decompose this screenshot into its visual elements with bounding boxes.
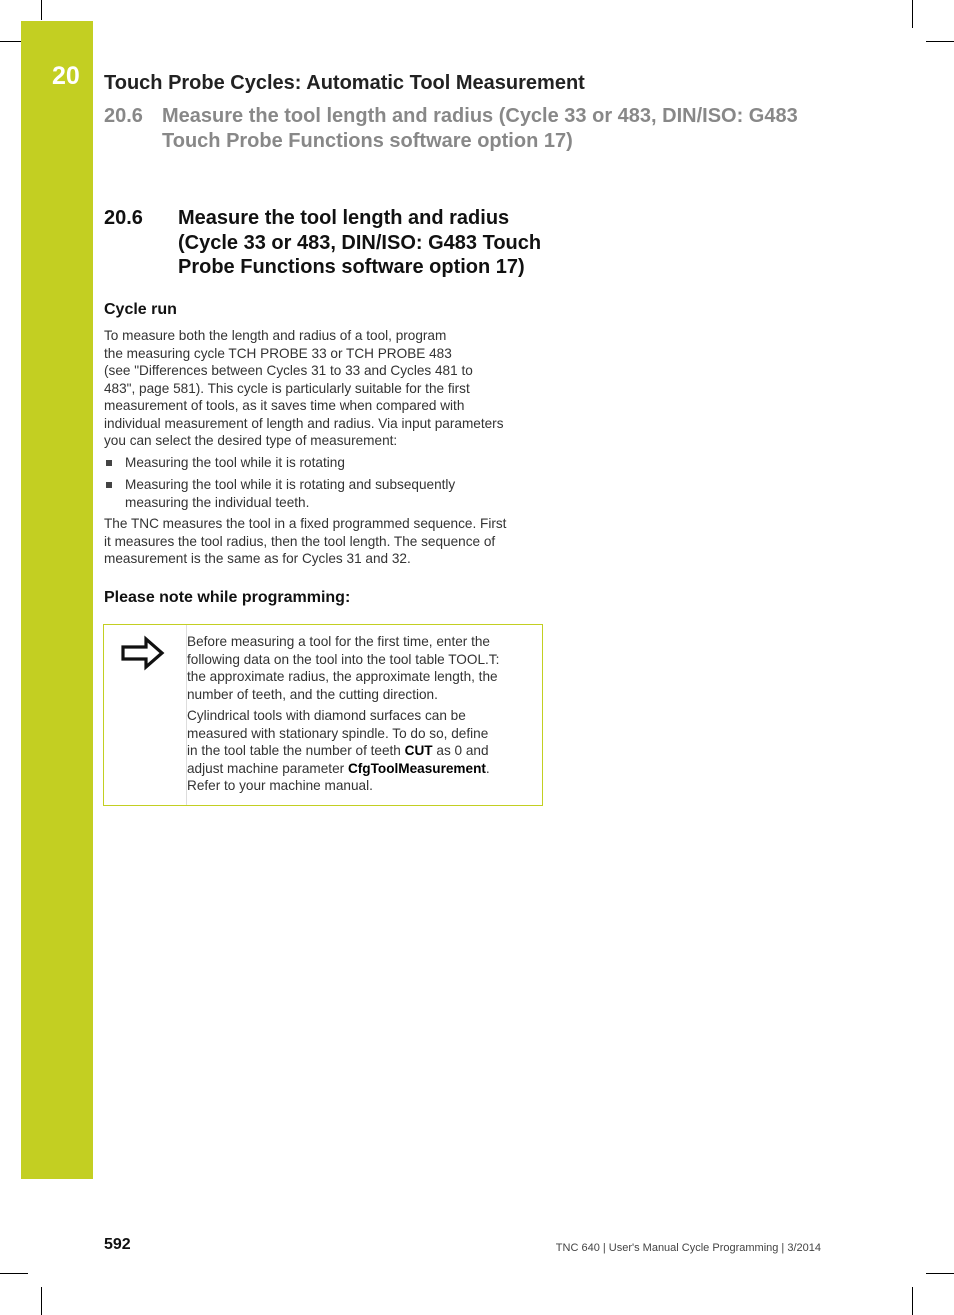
crop-mark (926, 41, 954, 42)
text-line: number of teeth, and the cutting direction. (187, 686, 438, 702)
running-header-section-number: 20.6 (104, 105, 143, 127)
note-icon-cell (104, 625, 187, 805)
text-line: (see "Differences between Cycles 31 to 33 and Cycles 481 to (104, 363, 473, 378)
text-line (187, 760, 499, 778)
running-header-title: Touch Probe Cycles: Automatic Tool Measurement (104, 72, 585, 94)
parameter-cfgtoolmeasurement: CfgToolMeasurement (347, 760, 486, 776)
crop-mark (41, 0, 42, 20)
running-header-line: Touch Probe Functions software option 17) (162, 130, 573, 152)
cycle-run-heading: Cycle run (104, 301, 177, 318)
note-text (187, 633, 499, 795)
text-line: measurement of tools, as it saves time when compared with (104, 398, 465, 413)
section-number: 20.6 (104, 207, 143, 229)
note-heading: Please note while programming: (104, 589, 351, 606)
text-line: individual measurement of length and radius. Via input parameters (104, 415, 504, 431)
footer-text: TNC 640 | User's Manual Cycle Programming | 3/2014 (555, 1242, 821, 1254)
crop-mark (926, 1273, 954, 1274)
page-number: 592 (104, 1236, 131, 1253)
text-line: Before measuring a tool for the first time, enter the (187, 634, 490, 649)
bullet-square-icon (106, 460, 112, 466)
crop-mark (912, 0, 913, 28)
text-line: the approximate radius, the approximate length, the (187, 669, 498, 684)
section-title (178, 206, 541, 280)
running-header-line: Measure the tool length and radius (Cycle 33 or 483, DIN/ISO: G483 (162, 105, 798, 127)
bullet-square-icon (106, 482, 112, 488)
arrow-right-icon (120, 635, 166, 671)
cycle-run-outro (104, 515, 506, 568)
text-line: 483", page 581). This cycle is particularly suitable for the first (104, 380, 470, 396)
text-line: following data on the tool into the tool table TOOL.T: (187, 651, 500, 667)
text-line: measured with stationary spindle. To do so, define (187, 725, 489, 741)
text-line (187, 742, 499, 760)
note-box (103, 624, 543, 806)
crop-mark (912, 1287, 913, 1315)
text-line: Refer to your machine manual. (187, 778, 373, 793)
text: adjust machine parameter (187, 760, 348, 776)
crop-mark (0, 1273, 28, 1274)
text: . (485, 760, 490, 776)
bullet-text: Measuring the tool while it is rotating (125, 455, 345, 470)
bullet-text: Measuring the tool while it is rotating and subsequently (125, 477, 456, 492)
text-line: measurement is the same as for Cycles 31 and 32. (104, 551, 411, 566)
text-line: To measure both the length and radius of a tool, program (104, 328, 447, 343)
parameter-cut: CUT (404, 743, 433, 758)
text-line: it measures the tool radius, then the tool length. The sequence of (104, 533, 496, 549)
text-line: Cylindrical tools with diamond surfaces can be (187, 708, 466, 723)
text-line: The TNC measures the tool in a fixed programmed sequence. First (104, 516, 507, 531)
section-title-line: Measure the tool length and radius (178, 207, 510, 229)
text-line: the measuring cycle TCH PROBE 33 or TCH PROBE 483 (104, 345, 452, 361)
crop-mark (0, 41, 21, 42)
crop-mark (41, 1287, 42, 1315)
text: in the tool table the number of teeth (187, 743, 405, 758)
section-title-line: (Cycle 33 or 483, DIN/ISO: G483 Touch (178, 231, 542, 254)
chapter-tab-band (21, 21, 93, 1179)
bullet-text: measuring the individual teeth. (125, 494, 310, 510)
cycle-run-intro (104, 327, 504, 450)
section-title-line: Probe Functions software option 17) (178, 256, 525, 278)
running-header-section-title (162, 104, 798, 154)
text-line: you can select the desired type of measurement: (104, 433, 398, 448)
chapter-number: 20 (52, 62, 80, 90)
text: as 0 and (432, 743, 489, 758)
